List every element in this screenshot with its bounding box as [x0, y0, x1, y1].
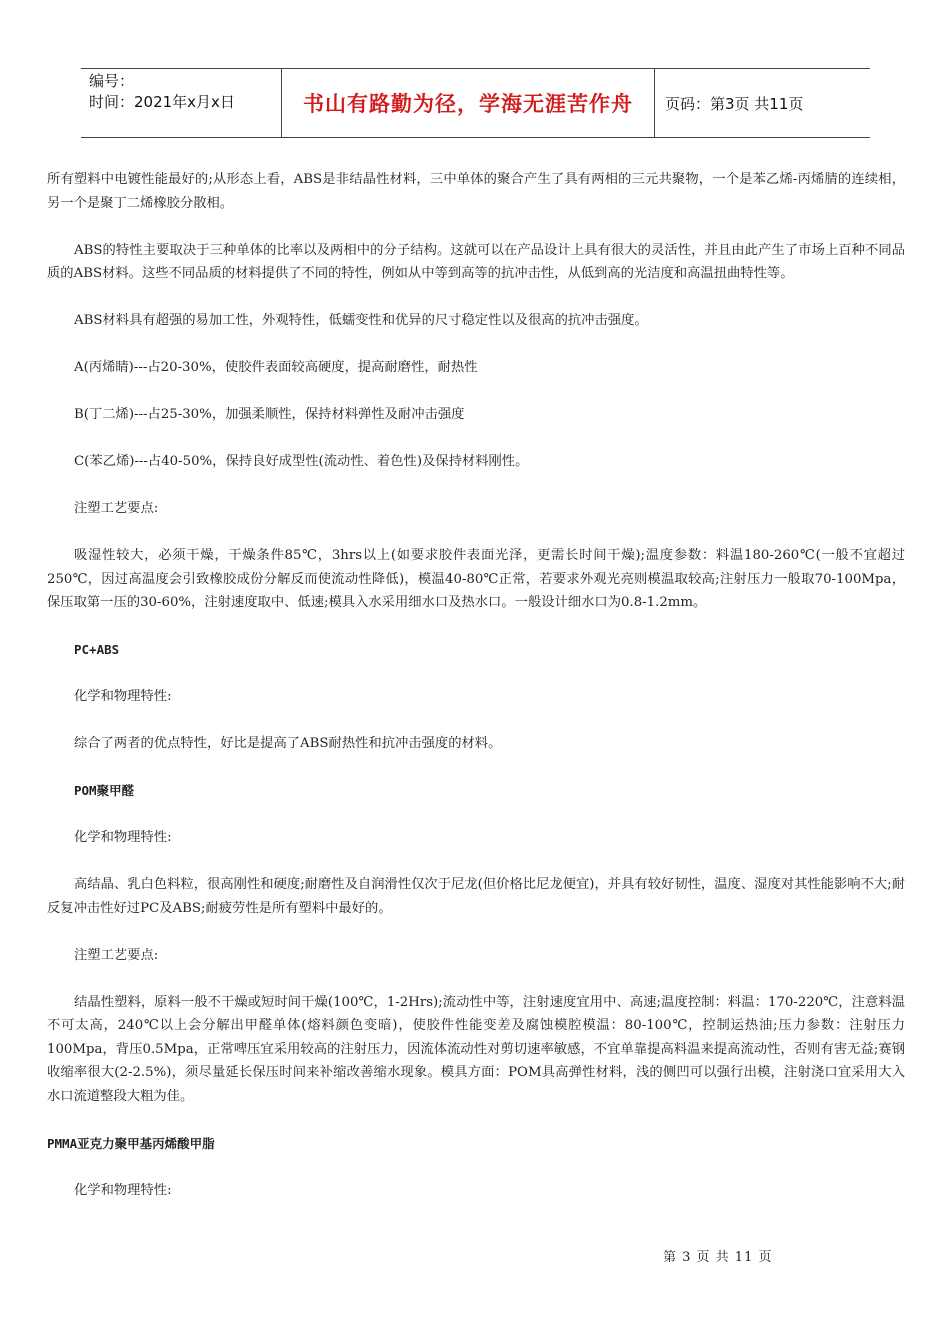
document-number-label: 编号：: [89, 72, 135, 90]
section-heading: PMMA亚克力聚甲基丙烯酸甲脂: [47, 1135, 215, 1151]
paragraph: 化学和物理特性:: [74, 1182, 172, 1198]
header-page-info: 页码：第3页 共11页: [665, 94, 804, 113]
document-date: 时间：2021年x月x日: [89, 93, 235, 111]
paragraph: 所有塑料中电镀性能最好的;从形态上看，ABS是非结晶性材料，三中单体的聚合产生了具有两相的三元共聚物，一个是苯乙烯-丙烯腈的连续相，另一个是聚丁二烯橡胶分散相。: [47, 172, 905, 211]
paragraph: 综合了两者的优点特性，好比是提高了ABS耐热性和抗冲击强度的材料。: [74, 736, 502, 751]
section-heading: POM聚甲醛: [74, 783, 135, 798]
page-header: [81, 68, 870, 138]
paragraph: ABS的特性主要取决于三种单体的比率以及两相中的分子结构。这就可以在产品设计上具有很大的灵活性，并且由此产生了市场上百种不同品质的ABS材料。这些不同品质的材料提供了不同的特性，例如从中等到高等的抗冲击性，从低到高的光洁度和高温扭曲特性等。: [47, 242, 905, 281]
paragraph: 结晶性塑料，原料一般不干燥或短时间干燥(100℃，1-2Hrs);流动性中等，注射速度宜用中、高速;温度控制：料温：170-220℃，注意料温不可太高，240℃以上会分解出甲醛单体(熔料颜色变暗)，使胶件性能变差及腐蚀模腔模温：80-100℃，控制运热油;压力参数：注射压力100Mpa，背压0.5Mpa，正常啤压宜采用较高的注射压力，因流体流动性对剪切速率敏感，不宜单靠提高料温来提高流动性，否则有害无益;赛钢收缩率很大(2-2.5%)，须尽量延长保压时间来补缩改善缩水现象。模具方面：POM具高弹性材料，浅的侧凹可以强行出模，注射浇口宜采用大入水口流道整段大粗为佳。: [47, 994, 905, 1104]
header-meta: [81, 69, 281, 137]
paragraph: 化学和物理特性:: [74, 689, 172, 704]
paragraph: 吸湿性较大，必须干燥，干燥条件85℃，3hrs以上(如要求胶件表面光泽，更需长时间干燥);温度参数：料温180-260℃(一般不宜超过250℃，因过高温度会引致橡胶成份分解反而使流动性降低)，模温40-80℃正常，若要求外观光亮则模温取较高;注射压力一般取70-100Mpa，保压取第一压的30-60%，注射速度取中、低速;模具入水采用细水口及热水口。一般设计细水口为0.8-1.2mm。: [47, 548, 905, 610]
paragraph: 注塑工艺要点:: [74, 501, 159, 516]
paragraph: 高结晶、乳白色料粒，很高刚性和硬度;耐磨性及自润滑性仅次于尼龙(但价格比尼龙便宜)，并具有较好韧性，温度、湿度对其性能影响不大;耐反复冲击性好过PC及ABS;耐疲劳性是所有塑料中最好的。: [47, 877, 905, 916]
paragraph: ABS材料具有超强的易加工性，外观特性，低蠕变性和优异的尺寸稳定性以及很高的抗冲击强度。: [74, 313, 648, 328]
paragraph: 化学和物理特性:: [74, 830, 172, 845]
header-motto: 书山有路勤为径，学海无涯苦作舟: [281, 69, 655, 137]
paragraph: B(丁二烯)---占25-30%，加强柔顺性，保持材料弹性及耐冲击强度: [74, 407, 465, 422]
paragraph: C(苯乙烯)---占40-50%，保持良好成型性(流动性、着色性)及保持材料刚性。: [74, 454, 529, 469]
page-footer: 第 3 页 共 11 页: [663, 1250, 773, 1265]
paragraph: A(丙烯睛)---占20-30%，使胶件表面较高硬度，提高耐磨性，耐热性: [74, 360, 478, 375]
paragraph: 注塑工艺要点:: [74, 947, 159, 963]
section-heading: PC+ABS: [74, 642, 120, 657]
document-body: [47, 168, 905, 1226]
